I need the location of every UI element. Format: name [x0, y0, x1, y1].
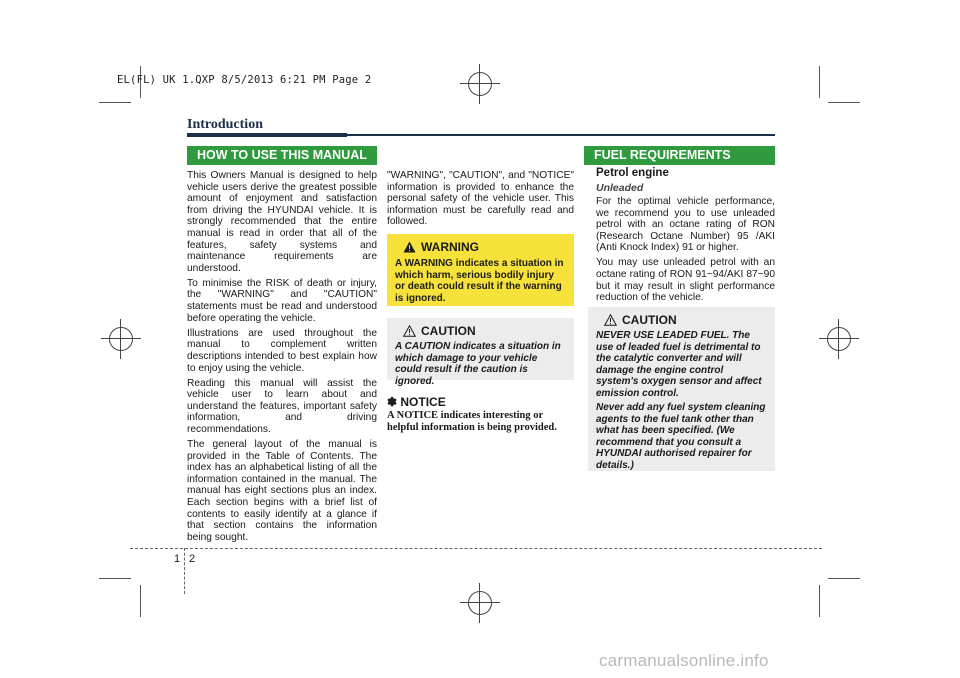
caution-header	[604, 313, 767, 327]
warning-text: A WARNING indicates a situation in which harm, serious bodily injury or death could result if the warning is ignored.	[395, 258, 564, 304]
caution-header	[403, 324, 566, 338]
paragraph: You may use unleaded petrol with an octane rating of RON 91~94/AKI 87~90 but it may result in slight performance reduction of the vehicle.	[596, 257, 775, 304]
section-title-fuel-requirements: FUEL REQUIREMENTS	[584, 146, 775, 165]
section-title-how-to-use: HOW TO USE THIS MANUAL	[187, 146, 377, 165]
paragraph: Illustrations are used throughout the manual to complement written descriptions intended to best explain how to enjoy using the vehicle.	[187, 327, 377, 374]
paragraph: The general layout of the manual is provided in the Table of Contents. The index has an alphabetical listing of all the information contained in the manual. The manual has eight sections plus an index. Each section begins with a brief list of contents to easily identify at a glance if that section contains the information being sought.	[187, 439, 377, 543]
registration-mark-icon	[819, 319, 859, 359]
caution-triangle-icon	[604, 314, 617, 326]
registration-mark-icon	[101, 319, 141, 359]
trim-mark	[819, 66, 820, 98]
header-rule	[187, 133, 347, 137]
watermark: carmanualsonline.info	[599, 651, 769, 670]
chapter-number: 1	[174, 553, 181, 565]
paragraph: This Owners Manual is designed to help vehicle users derive the greatest possible amount of enjoyment and satisfaction from driving the HYUNDAI vehicle. It is strongly recommended that the entire manual is read in order that all of the features, safety systems and maintenance requirements are understood.	[187, 170, 377, 274]
right-column-text	[596, 196, 775, 307]
trim-mark	[819, 585, 820, 617]
trim-mark	[828, 102, 860, 103]
caution-label: CAUTION	[421, 324, 476, 338]
notice-text: A NOTICE indicates interesting or helpful information is being provided.	[387, 410, 557, 433]
registration-mark-icon	[460, 583, 500, 623]
page-number: 2	[189, 553, 196, 565]
paragraph: Reading this manual will assist the vehicle user to learn about and understand the features, important safety information, and driving recommendations.	[187, 377, 377, 435]
caution-text: A CAUTION indicates a situation in which damage to your vehicle could result if the caution is ignored.	[395, 341, 561, 387]
trim-mark	[99, 102, 131, 103]
footer-rule	[130, 548, 822, 549]
caution-box	[387, 318, 574, 387]
paragraph: "WARNING", "CAUTION", and "NOTICE" information is provided to enhance the personal safety of the vehicle user. This information must be carefully read and followed.	[387, 170, 574, 228]
subhead-petrol-engine: Petrol engine	[596, 167, 669, 179]
paragraph: To minimise the RISK of death or injury, the "WARNING" and "CAUTION" statements must be read and understood before operating the vehicle.	[187, 277, 377, 324]
warning-header	[403, 240, 566, 254]
paragraph: For the optimal vehicle performance, we recommend you to use unleaded petrol with an octane rating of RON (Research Octane Number) 95 /AKI (Anti Knock Index) 91 or higher.	[596, 196, 775, 254]
caution-triangle-icon	[403, 325, 416, 337]
trim-mark	[828, 578, 860, 579]
warning-box	[387, 234, 574, 306]
left-column-text	[187, 170, 377, 547]
chapter-title: Introduction	[187, 117, 263, 132]
notice-heading: ✽ NOTICE	[387, 395, 446, 409]
caution-paragraph: Never add any fuel system cleaning agents to the fuel tank other than what has been specified. (We recommend that you consult a HYUNDAI authorised repairer for details.)	[596, 402, 766, 471]
warning-triangle-icon	[403, 241, 416, 253]
caution-label: CAUTION	[622, 313, 677, 327]
print-slug: EL(FL) UK 1.QXP 8/5/2013 6:21 PM Page 2	[117, 74, 372, 86]
caution-paragraph: NEVER USE LEADED FUEL. The use of leaded fuel is detrimental to the catalytic converter and will damage the engine control system's oxygen sensor and affect emission control.	[596, 330, 762, 399]
trim-mark	[140, 585, 141, 617]
header-rule	[347, 134, 775, 136]
footer-divider	[184, 548, 186, 594]
warning-label: WARNING	[421, 240, 479, 254]
fuel-caution-box	[588, 307, 775, 471]
middle-intro-text	[387, 170, 574, 231]
subhead-unleaded: Unleaded	[596, 182, 644, 194]
trim-mark	[99, 578, 131, 579]
registration-mark-icon	[460, 64, 500, 104]
